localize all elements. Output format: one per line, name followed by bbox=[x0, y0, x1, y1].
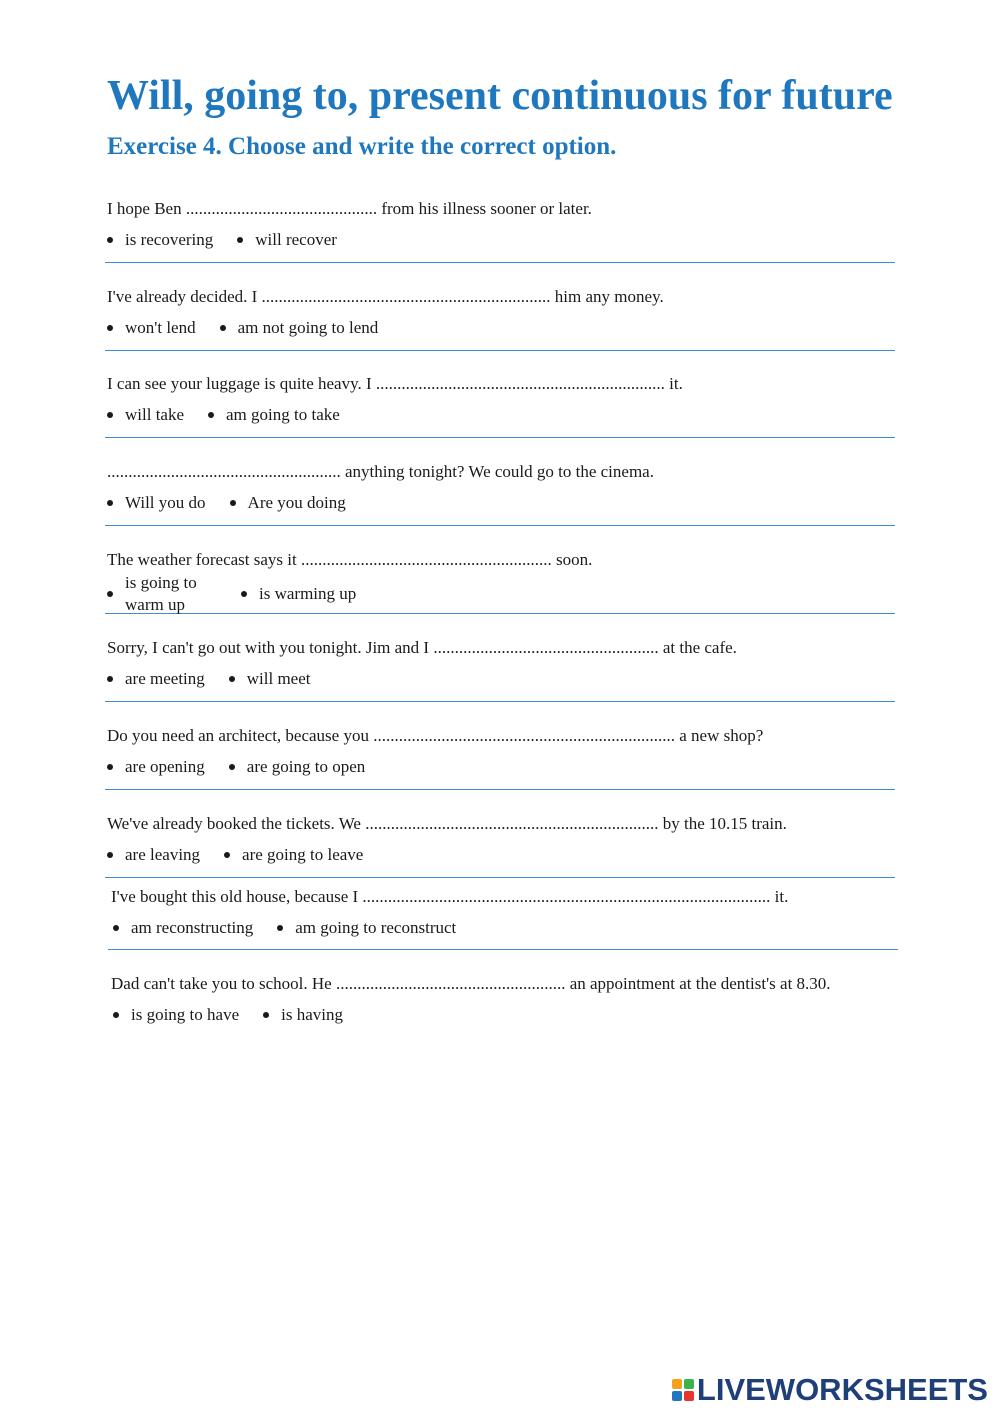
bullet-icon bbox=[230, 500, 236, 506]
question-item bbox=[108, 886, 898, 950]
logo-square bbox=[684, 1391, 694, 1401]
answer-options bbox=[105, 669, 333, 689]
answer-options bbox=[105, 757, 387, 777]
answer-option[interactable]: are opening bbox=[105, 757, 205, 777]
logo-square bbox=[672, 1391, 682, 1401]
bullet-icon bbox=[107, 237, 113, 243]
question-sentence: I've already decided. I .................................................................... him any money. bbox=[107, 287, 664, 306]
question-sentence: Sorry, I can't go out with you tonight. Jim and I ..................................................... at the cafe. bbox=[107, 638, 737, 657]
answer-option[interactable]: are going to leave bbox=[222, 845, 363, 865]
question-sentence: We've already booked the tickets. We ..................................................................... by the 10.15 train. bbox=[107, 814, 787, 833]
bullet-icon bbox=[107, 676, 113, 682]
logo-text: LIVEWORKSHEETS bbox=[696, 1372, 988, 1407]
liveworksheets-logo bbox=[672, 1372, 988, 1408]
question-sentence: I hope Ben ............................................. from his illness sooner or later. bbox=[107, 199, 592, 218]
answer-option[interactable]: am not going to lend bbox=[218, 318, 379, 338]
question-sentence: I've bought this old house, because I ................................................................................................ it. bbox=[111, 887, 789, 906]
bullet-icon bbox=[107, 412, 113, 418]
answer-options bbox=[111, 1005, 365, 1025]
answer-option[interactable]: am going to reconstruct bbox=[275, 918, 456, 938]
bullet-icon bbox=[107, 591, 113, 597]
answer-option[interactable]: will meet bbox=[227, 669, 311, 689]
answer-option[interactable]: are going to open bbox=[227, 757, 366, 777]
page-title: Will, going to, present continuous for future bbox=[107, 73, 893, 119]
answer-options bbox=[105, 845, 385, 865]
question-sentence: Dad can't take you to school. He ...................................................... an appointment at the dentist's at 8.30. bbox=[111, 974, 831, 993]
question-item bbox=[105, 286, 895, 351]
answer-options bbox=[105, 230, 359, 250]
answer-option[interactable]: am going to take bbox=[206, 405, 340, 425]
answer-option[interactable]: will take bbox=[105, 405, 184, 425]
answer-option[interactable]: is recovering bbox=[105, 230, 213, 250]
answer-option[interactable]: is going to warm up bbox=[105, 572, 217, 616]
question-item bbox=[105, 549, 895, 614]
bullet-icon bbox=[229, 764, 235, 770]
question-item bbox=[105, 461, 895, 526]
bullet-icon bbox=[113, 1012, 119, 1018]
question-item bbox=[108, 973, 898, 1033]
bullet-icon bbox=[229, 676, 235, 682]
answer-options bbox=[105, 318, 400, 338]
answer-options bbox=[105, 493, 368, 513]
answer-options bbox=[105, 572, 378, 616]
answer-option[interactable]: won't lend bbox=[105, 318, 196, 338]
bullet-icon bbox=[107, 325, 113, 331]
answer-option[interactable]: will recover bbox=[235, 230, 337, 250]
question-sentence: ....................................................... anything tonight? We could go to the cinema. bbox=[107, 462, 654, 481]
bullet-icon bbox=[107, 852, 113, 858]
bullet-icon bbox=[224, 852, 230, 858]
question-item bbox=[105, 198, 895, 263]
bullet-icon bbox=[220, 325, 226, 331]
answer-option[interactable]: is warming up bbox=[239, 584, 356, 604]
logo-square bbox=[684, 1379, 694, 1389]
bullet-icon bbox=[263, 1012, 269, 1018]
question-sentence: The weather forecast says it ........................................................... soon. bbox=[107, 550, 593, 569]
logo-mark-icon bbox=[672, 1379, 694, 1401]
question-item bbox=[105, 373, 895, 438]
question-item bbox=[105, 725, 895, 790]
answer-options bbox=[111, 918, 478, 938]
bullet-icon bbox=[277, 925, 283, 931]
bullet-icon bbox=[113, 925, 119, 931]
answer-option[interactable]: Are you doing bbox=[228, 493, 346, 513]
bullet-icon bbox=[241, 591, 247, 597]
answer-option[interactable]: Will you do bbox=[105, 493, 206, 513]
answer-option[interactable]: are leaving bbox=[105, 845, 200, 865]
logo-square bbox=[672, 1379, 682, 1389]
exercise-instruction: Exercise 4. Choose and write the correct option. bbox=[107, 133, 617, 160]
question-item bbox=[105, 637, 895, 702]
question-sentence: Do you need an architect, because you ....................................................................... a new shop? bbox=[107, 726, 764, 745]
answer-option[interactable]: is having bbox=[261, 1005, 343, 1025]
question-sentence: I can see your luggage is quite heavy. I .................................................................... it. bbox=[107, 374, 683, 393]
bullet-icon bbox=[107, 764, 113, 770]
answer-option[interactable]: is going to have bbox=[111, 1005, 239, 1025]
answer-option[interactable]: am reconstructing bbox=[111, 918, 253, 938]
bullet-icon bbox=[208, 412, 214, 418]
answer-option[interactable]: are meeting bbox=[105, 669, 205, 689]
answer-options bbox=[105, 405, 362, 425]
bullet-icon bbox=[237, 237, 243, 243]
question-item bbox=[105, 813, 895, 878]
bullet-icon bbox=[107, 500, 113, 506]
